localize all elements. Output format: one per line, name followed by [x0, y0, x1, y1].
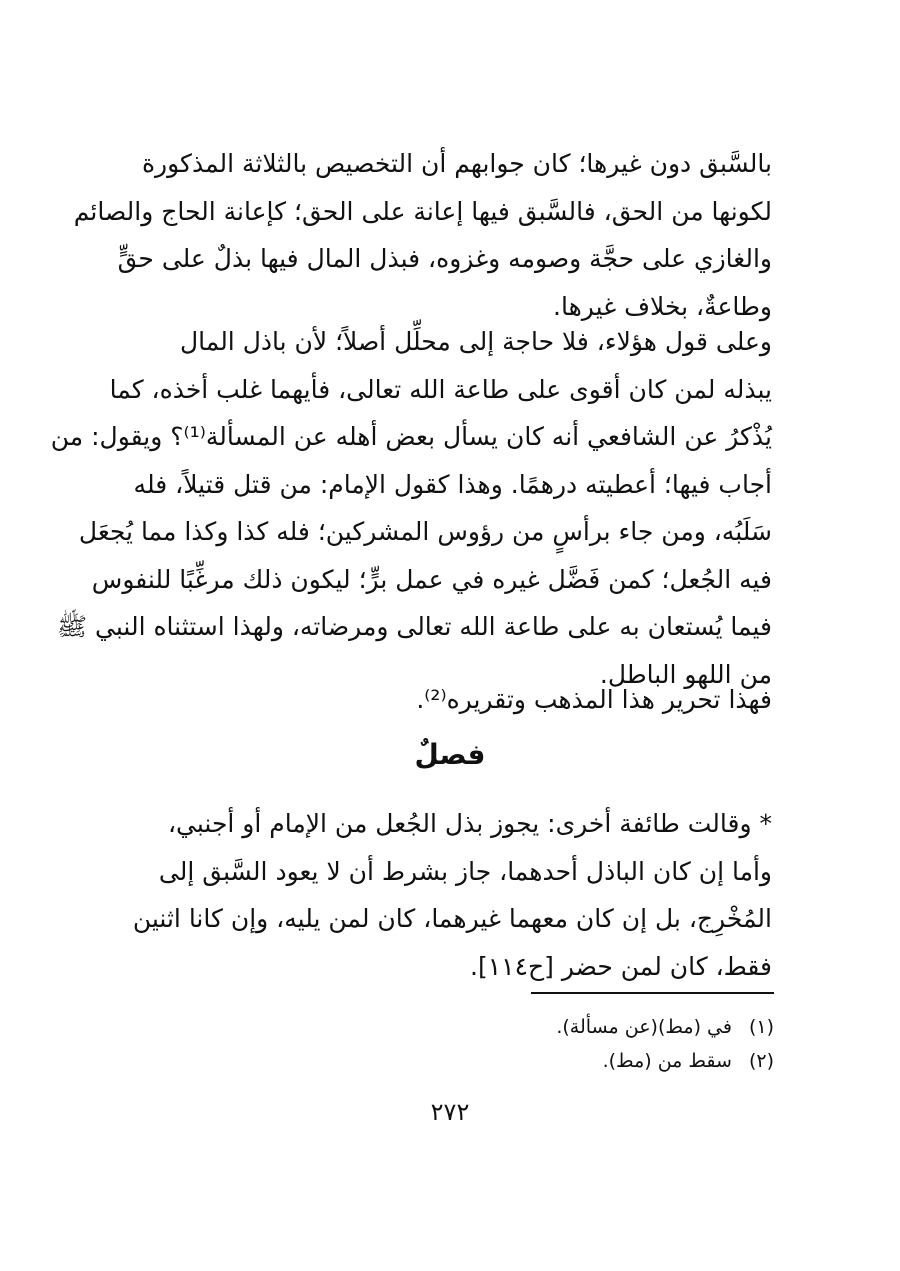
section-heading: فصلٌ	[414, 738, 486, 771]
text-line: فيما يُستعان به على طاعة الله تعالى ومرضاته، ولهذا استثناه النبي ﷺ	[56, 612, 772, 641]
paragraph-3	[128, 676, 772, 724]
footnotes-list	[300, 1010, 774, 1078]
footnote-item	[300, 1044, 774, 1078]
text-line: سَلَبُه، ومن جاء برأسٍ من رؤوس المشركين؛ فله كذا وكذا مما يُجعَل	[78, 517, 772, 546]
footnote-text: في (مط)(عن مسألة).	[556, 1016, 732, 1038]
paragraph-2	[50, 318, 772, 698]
text-line: فقط، كان لمن حضر [ح١١٤].	[470, 951, 772, 981]
paragraph-4	[128, 800, 772, 990]
text-line: * وقالت طائفة أخرى: يجوز بذل الجُعل من الإمام أو أجنبي،	[167, 809, 772, 838]
text-line: فهذا تحرير هذا المذهب وتقريره⁽²⁾.	[416, 685, 772, 714]
text-line: بالسَّبق دون غيرها؛ كان جوابهم أن التخصيص بالثلاثة المذكورة	[141, 149, 772, 178]
footnote-number: (٢)	[748, 1050, 774, 1072]
text-line: لكونها من الحق، فالسَّبق فيها إعانة على الحق؛ كإعانة الحاج والصائم	[73, 196, 772, 226]
footnote-divider	[531, 992, 774, 994]
text-line: أجاب فيها؛ أعطيته درهمًا. وهذا كقول الإمام: من قتل قتيلاً، فله	[133, 469, 772, 499]
text-line: فيه الجُعل؛ كمن فَضَّل غيره في عمل برٍّ؛ ليكون ذلك مرغِّبًا للنفوس	[91, 564, 772, 594]
footnote-item	[300, 1010, 774, 1044]
footnote-text: سقط من (مط).	[602, 1050, 732, 1072]
text-line: وطاعةٌ، بخلاف غيرها.	[553, 291, 772, 321]
text-line: المُخْرِج، بل إن كان معهما غيرهما، كان لمن يليه، وإن كانا اثنين	[132, 904, 772, 933]
text-line: من اللهو الباطل.	[599, 659, 772, 689]
paragraph-1	[73, 140, 772, 330]
footnote-number: (١)	[748, 1016, 774, 1038]
text-line: يبذله لمن كان أقوى على طاعة الله تعالى، فأيهما غلب أخذه، كما	[109, 374, 772, 404]
text-line: وعلى قول هؤلاء، فلا حاجة إلى محلِّل أصلاً؛ لأن باذل المال	[179, 327, 772, 356]
text-line: يُذْكرُ عن الشافعي أنه كان يسأل بعض أهله عن المسألة⁽¹⁾؟ ويقول: من	[50, 422, 772, 451]
text-line: وأما إن كان الباذل أحدهما، جاز بشرط أن لا يعود السَّبق إلى	[158, 856, 772, 886]
text-line: والغازي على حجَّة وصومه وغزوه، فبذل المال فيها بذلٌ على حقٍّ	[117, 244, 772, 273]
page-number: ٢٧٢	[430, 1098, 470, 1126]
